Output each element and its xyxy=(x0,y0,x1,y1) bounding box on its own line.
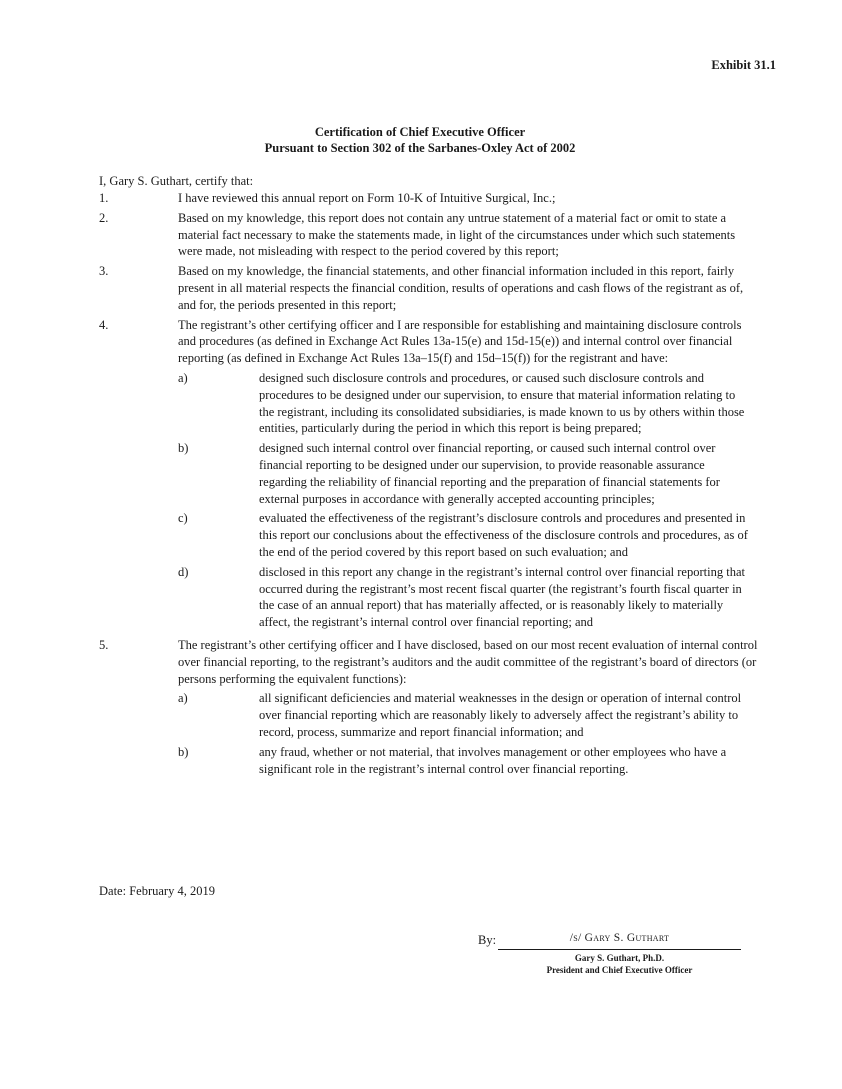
exhibit-label: Exhibit 31.1 xyxy=(711,58,776,72)
item-content xyxy=(178,637,759,780)
item-text: Based on my knowledge, this report does not contain any untrue statement of a material fact or omit to state a material fact necessary to make the statements made, in light of the circumstances under which such statements were made, not misleading with respect to the period covered by this report; xyxy=(178,210,736,259)
sub-item-letter: a) xyxy=(178,370,188,385)
item-5 xyxy=(99,637,759,780)
by-label: By: xyxy=(478,933,497,947)
item-number: 5. xyxy=(99,637,109,652)
item-2 xyxy=(99,210,759,260)
sub-item-4c xyxy=(178,510,759,560)
signature-line xyxy=(498,949,741,950)
item-number: 1. xyxy=(99,191,109,205)
sub-item-text: any fraud, whether or not material, that involves management or other employees who have a significant role in the registrant’s internal control over financial reporting. xyxy=(259,744,727,776)
intro-text: I, Gary S. Guthart, certify that: xyxy=(99,174,254,188)
title-line-2: Pursuant to Section 302 of the Sarbanes-Oxley Act of 2002 xyxy=(264,141,576,155)
sub-item-text: designed such disclosure controls and procedures, or caused such disclosure controls and procedures to be designed under our supervision, to ensure that material information relating to the registrant, including its consolidated subsidiaries, is made known to us by others within those entities, particularly during the period in which this report is being prepared; xyxy=(259,370,745,436)
sub-item-4a xyxy=(178,370,759,437)
sub-item-letter: d) xyxy=(178,564,189,579)
sub-item-letter: c) xyxy=(178,511,188,526)
signer-title: President and Chief Executive Officer xyxy=(546,965,693,975)
sub-item-text: disclosed in this report any change in the registrant’s internal control over financial reporting that occurred during the registrant’s most recent fiscal quarter (the registrant’s fourth fiscal quarter in the case of an annual report) that has materially affected, or is reasonably likely to materially affect, the registrant’s internal control over financial reporting; and xyxy=(259,564,745,630)
item-text: Based on my knowledge, the financial statements, and other financial information included in this report, fairly present in all material respects the financial condition, results of operations and cash flows of the registrant as of, and for, the periods presented in this report; xyxy=(178,264,744,312)
title-line-1: Certification of Chief Executive Officer xyxy=(314,125,526,139)
item-text: I have reviewed this annual report on Form 10-K of Intuitive Surgical, Inc.; xyxy=(178,191,556,205)
sub-item-4d xyxy=(178,564,759,631)
item-number: 2. xyxy=(99,210,109,225)
sub-item-5b xyxy=(178,744,759,778)
item-text: The registrant’s other certifying officer and I are responsible for establishing and maintaining disclosure controls and procedures (as defined in Exchange Act Rules 13a-15(e) and 15d-15(e)) and internal control over financial reporting (as defined in Exchange Act Rules 13a–15(f) and 15d–15(f)) for the registrant and have: xyxy=(178,317,742,366)
sub-item-letter: a) xyxy=(178,691,188,706)
signature: /s/ Gary S. Guthart xyxy=(569,932,670,944)
sub-item-4b xyxy=(178,440,759,507)
item-4 xyxy=(99,317,759,634)
sub-item-5a xyxy=(178,690,759,740)
item-text: The registrant’s other certifying officer and I have disclosed, based on our most recent evaluation of internal control over financial reporting, to the registrant’s auditors and the audit committee of the registrant’s board of directors (or persons performing the equivalent functions): xyxy=(178,637,758,686)
certification-body xyxy=(99,190,759,783)
document-title xyxy=(0,124,842,156)
sub-item-text: designed such internal control over financial reporting, or caused such internal control over financial reporting to be designed under our supervision, to provide reasonable assurance regarding the reliability of financial reporting and the preparation of financial statements for external purposes in accordance with generally accepted accounting principles; xyxy=(259,441,720,506)
sub-item-letter: b) xyxy=(178,744,189,759)
sub-item-letter: b) xyxy=(178,441,189,456)
item-content xyxy=(178,317,759,634)
signer-name: Gary S. Guthart, Ph.D. xyxy=(574,953,665,963)
item-number: 4. xyxy=(99,317,109,332)
sub-item-text: evaluated the effectiveness of the registrant’s disclosure controls and procedures and presented in this report our conclusions about the effectiveness of the disclosure controls and procedures, as of the end of the period covered by this report based on such evaluation; and xyxy=(259,511,748,559)
signer-block xyxy=(498,952,741,976)
sub-item-text: all significant deficiencies and material weaknesses in the design or operation of internal control over financial reporting which are reasonably likely to adversely affect the registrant’s ability to record, process, summarize and report financial information; and xyxy=(259,691,742,739)
certification-date: Date: February 4, 2019 xyxy=(99,884,215,898)
item-3 xyxy=(99,263,759,313)
item-1 xyxy=(99,190,759,207)
item-number: 3. xyxy=(99,264,109,279)
